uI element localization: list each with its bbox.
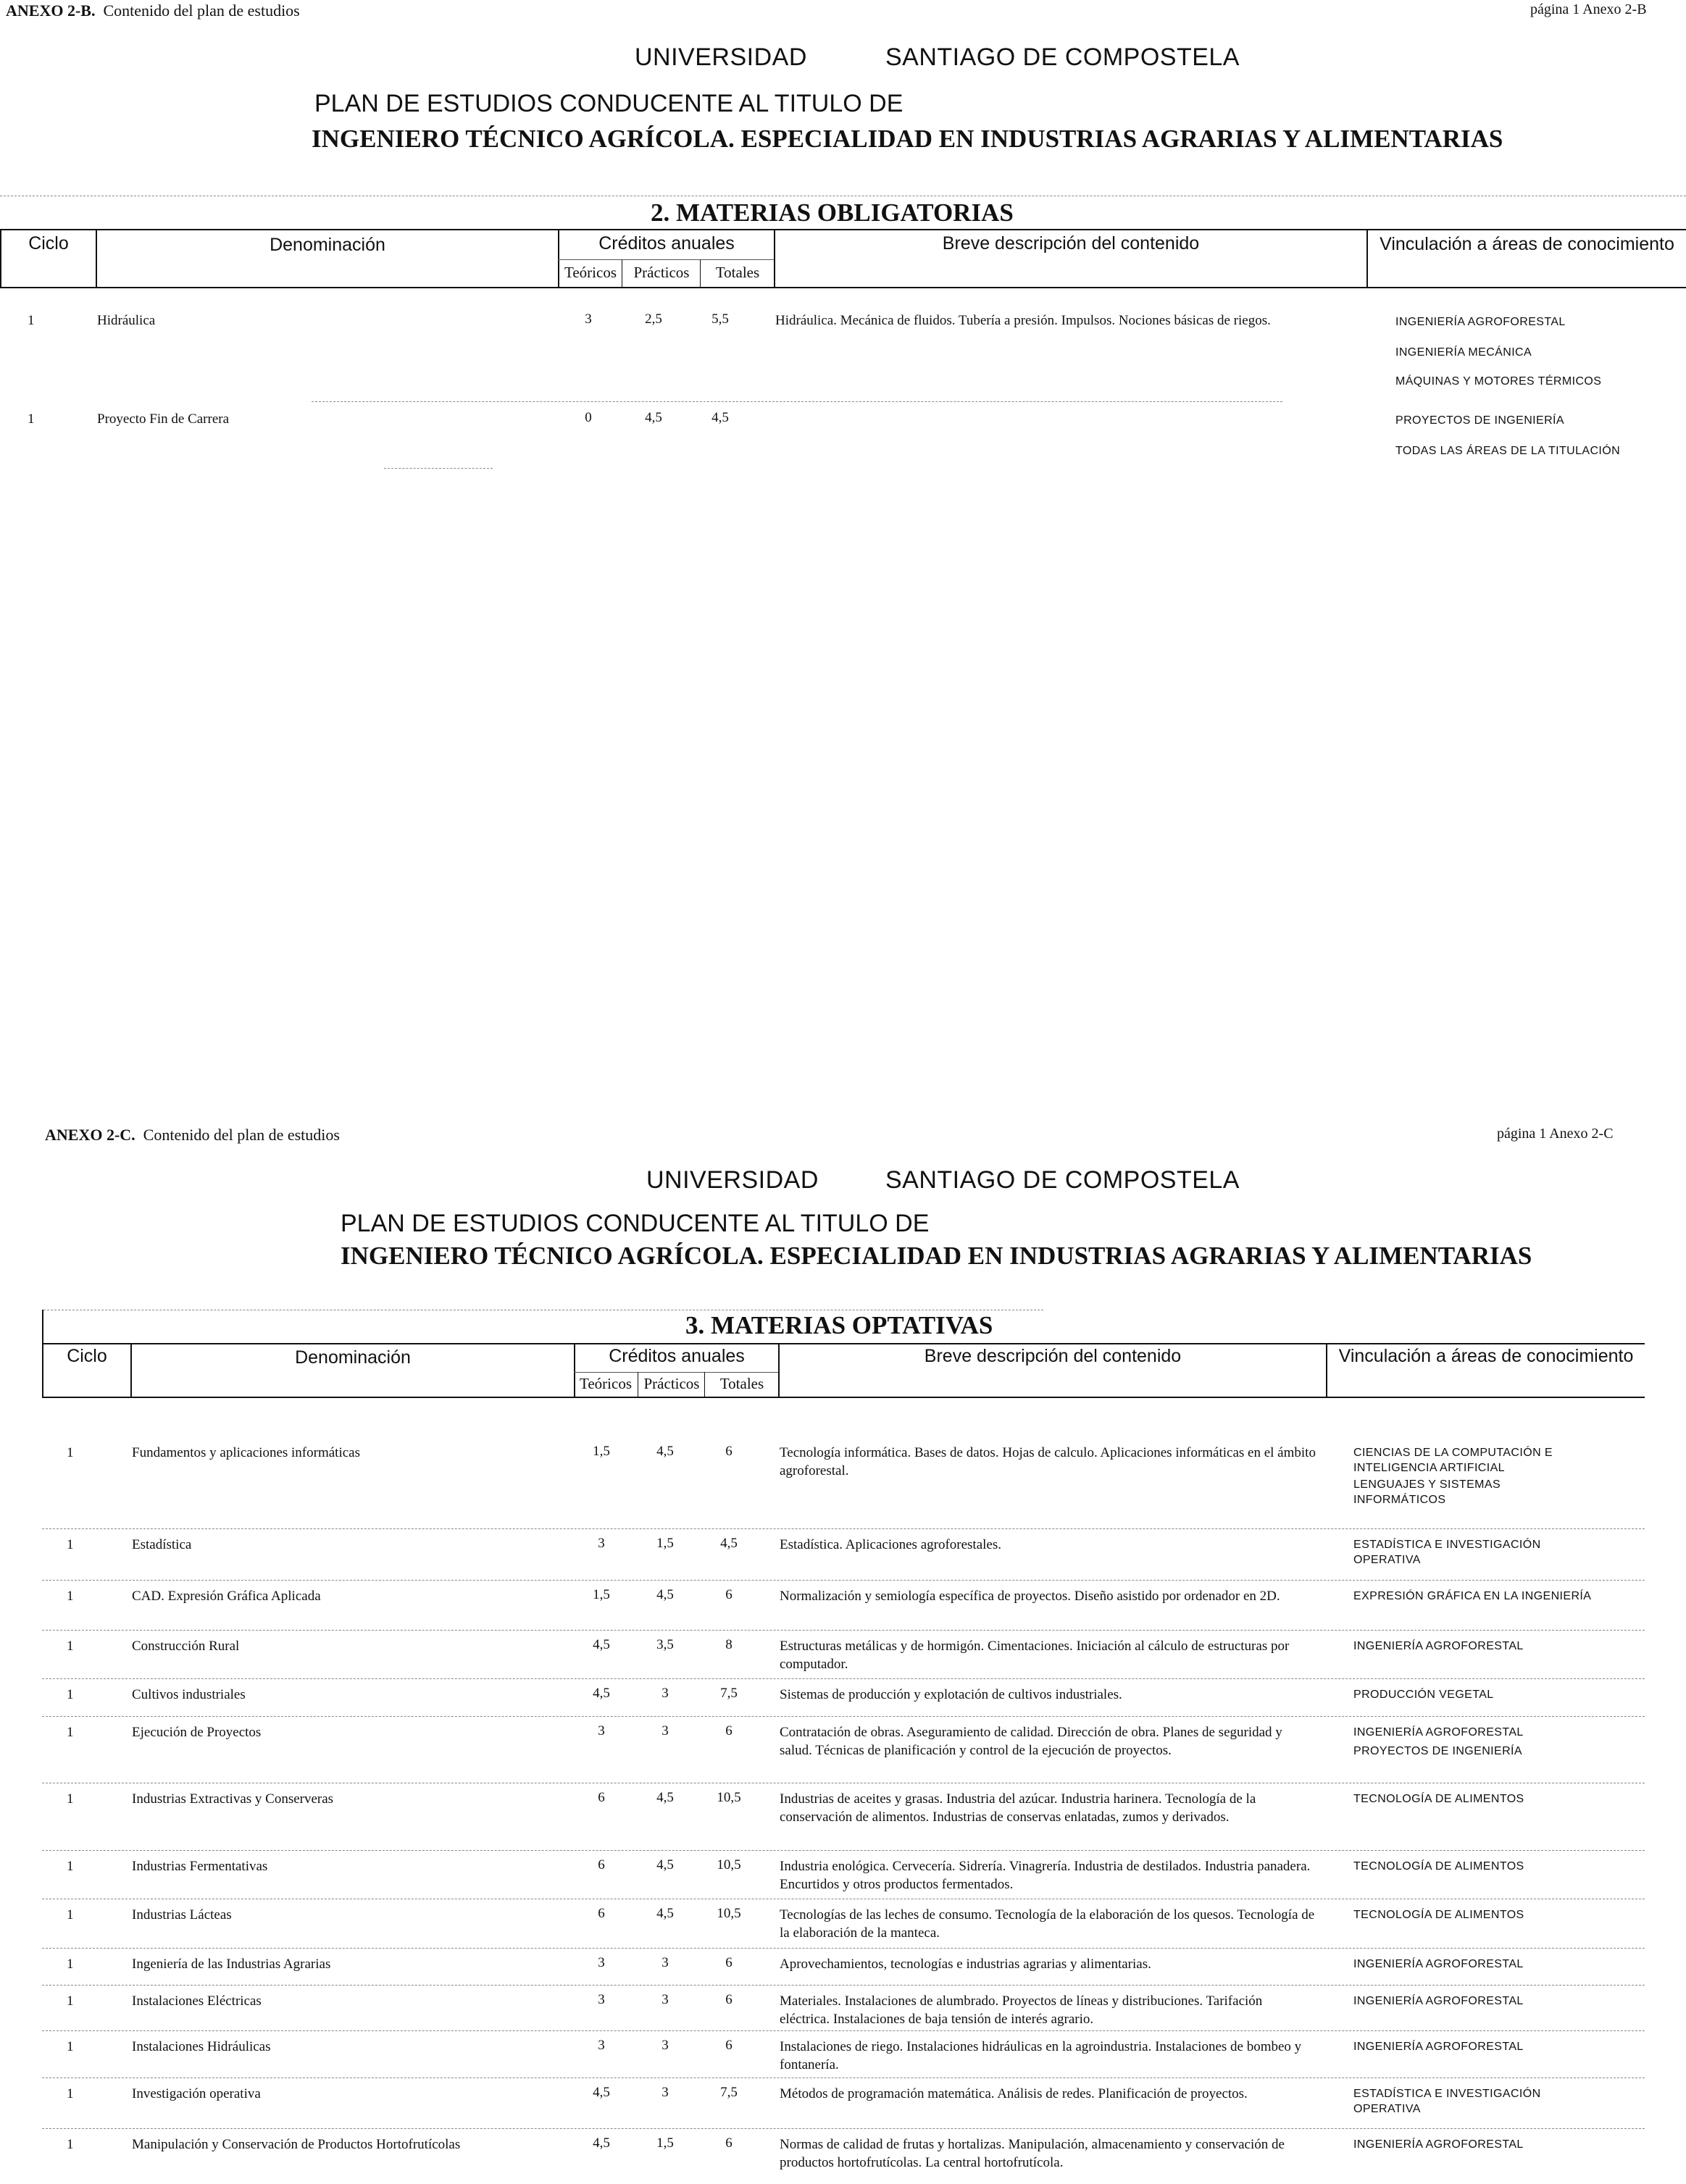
cell-totales: 5,5 — [711, 311, 729, 327]
plan-line: PLAN DE ESTUDIOS CONDUCENTE AL TITULO DE — [314, 90, 903, 117]
cell-teoricos: 0 — [585, 410, 592, 425]
cell-ciclo: 1 — [28, 313, 35, 328]
cell-ciclo: 1 — [67, 1725, 74, 1740]
cell-ciclo: 1 — [67, 1687, 74, 1702]
cell-descripcion: Industria enológica. Cervecería. Sidrería. Vinagrería. Industria de destilados. Industria panadera. Encurtidos y otros productos fermentados. — [780, 1859, 1311, 1892]
cell-totales: 10,5 — [717, 1857, 741, 1873]
cell-teoricos: 3 — [598, 2038, 605, 2053]
cell-practicos: 4,5 — [656, 1906, 674, 1921]
cell-denominacion: Investigación operativa — [132, 2086, 261, 2101]
cell-denominacion: Instalaciones Hidráulicas — [132, 2039, 271, 2054]
annex-label: ANEXO 2-B. — [6, 1, 96, 20]
cell-ciclo: 1 — [67, 1859, 74, 1874]
cell-area: INGENIERÍA AGROFORESTAL — [1353, 2041, 1524, 2053]
cell-practicos: 3 — [662, 2085, 669, 2100]
cell-totales: 4,5 — [711, 410, 729, 425]
cell-descripcion: Métodos de programación matemática. Análisis de redes. Planificación de proyectos. — [780, 2086, 1248, 2101]
header-ciclo: Ciclo — [28, 233, 69, 254]
cell-ciclo: 1 — [67, 1445, 74, 1460]
header-creditos: Créditos anuales — [609, 1346, 745, 1366]
header-totales: Totales — [715, 264, 760, 281]
cell-denominacion: Industrias Lácteas — [132, 1907, 232, 1922]
cell-area: ESTADÍSTICA E INVESTIGACIÓN OPERATIVA — [1353, 2088, 1541, 2115]
running-head — [45, 1126, 340, 1145]
cell-practicos: 3 — [662, 1686, 669, 1701]
cell-ciclo: 1 — [28, 411, 35, 427]
cell-denominacion: Fundamentos y aplicaciones informáticas — [132, 1445, 360, 1460]
cell-teoricos: 4,5 — [593, 2135, 610, 2151]
header-descripcion: Breve descripción del contenido — [924, 1346, 1182, 1366]
cell-ciclo: 1 — [67, 1957, 74, 1972]
header-practicos: Prácticos — [643, 1375, 700, 1392]
cell-denominacion: Ejecución de Proyectos — [132, 1725, 262, 1740]
cell-descripcion: Estadística. Aplicaciones agroforestales. — [780, 1537, 1002, 1552]
header-vinculacion: Vinculación a áreas de conocimiento — [1338, 1346, 1634, 1366]
cell-area: LENGUAJES Y SISTEMAS INFORMÁTICOS — [1353, 1478, 1501, 1506]
cell-denominacion: Industrias Fermentativas — [132, 1859, 268, 1874]
cell-totales: 4,5 — [720, 1536, 738, 1551]
cell-descripcion: Tecnologías de las leches de consumo. Tecnología de la elaboración de los quesos. Tecnología de la elaboración de la manteca. — [780, 1907, 1315, 1941]
cell-ciclo: 1 — [67, 1537, 74, 1552]
cell-area: EXPRESIÓN GRÁFICA EN LA INGENIERÍA — [1353, 1590, 1592, 1602]
degree-title: INGENIERO TÉCNICO AGRÍCOLA. ESPECIALIDAD EN INDUSTRIAS AGRARIAS Y ALIMENTARIAS — [312, 125, 1503, 153]
cell-area: INGENIERÍA AGROFORESTAL — [1353, 1726, 1524, 1739]
cell-totales: 6 — [725, 1587, 733, 1602]
cell-practicos: 4,5 — [656, 1790, 674, 1805]
cell-descripcion: Estructuras metálicas y de hormigón. Cimentaciones. Iniciación al cálculo de estructuras por computador. — [780, 1639, 1290, 1672]
cell-ciclo: 1 — [67, 1589, 74, 1604]
cell-practicos: 4,5 — [656, 1587, 674, 1602]
cell-area: CIENCIAS DE LA COMPUTACIÓN E INTELIGENCIA ARTIFICIAL — [1353, 1447, 1553, 1474]
header-totales: Totales — [719, 1375, 764, 1392]
cell-teoricos: 3 — [585, 311, 592, 327]
cell-area: PROYECTOS DE INGENIERÍA — [1353, 1745, 1522, 1757]
cell-denominacion: Estadística — [132, 1537, 192, 1552]
cell-totales: 6 — [725, 1723, 733, 1739]
cell-totales: 10,5 — [717, 1790, 741, 1805]
cell-practicos: 1,5 — [656, 1536, 674, 1551]
cell-practicos: 4,5 — [645, 410, 662, 425]
header-denominacion: Denominación — [295, 1347, 411, 1368]
cell-descripcion: Normas de calidad de frutas y hortalizas. Manipulación, almacenamiento y conservación de productos hortofrutícolas. La central hortofrutícola. — [780, 2137, 1285, 2170]
cell-denominacion: CAD. Expresión Gráfica Aplicada — [132, 1589, 321, 1604]
cell-teoricos: 6 — [598, 1857, 605, 1873]
cell-area: INGENIERÍA MECÁNICA — [1395, 346, 1532, 359]
cell-descripcion: Industrias de aceites y grasas. Industria del azúcar. Industria harinera. Tecnología de la conservación de alimentos. Industrias de conservas enlatadas, zumos y derivados. — [780, 1791, 1256, 1825]
degree-title: INGENIERO TÉCNICO AGRÍCOLA. ESPECIALIDAD EN INDUSTRIAS AGRARIAS Y ALIMENTARIAS — [341, 1242, 1532, 1270]
cell-area: INGENIERÍA AGROFORESTAL — [1353, 1995, 1524, 2007]
cell-totales: 6 — [725, 1444, 733, 1459]
cell-area: INGENIERÍA AGROFORESTAL — [1353, 1958, 1524, 1970]
cell-descripcion: Aprovechamientos, tecnologías e industrias agrarias y alimentarias. — [780, 1957, 1151, 1972]
section-title: 3. MATERIAS OPTATIVAS — [685, 1311, 993, 1339]
cell-practicos: 3 — [662, 2038, 669, 2053]
cell-totales: 6 — [725, 1955, 733, 1970]
cell-ciclo: 1 — [67, 1791, 74, 1807]
cell-area: PRODUCCIÓN VEGETAL — [1353, 1689, 1494, 1701]
cell-ciclo: 1 — [67, 1993, 74, 2009]
header-denominacion: Denominación — [270, 235, 385, 255]
header-descripcion: Breve descripción del contenido — [942, 233, 1200, 254]
cell-descripcion: Tecnología informática. Bases de datos. Hojas de calculo. Aplicaciones informáticas en el ámbito agroforestal. — [780, 1445, 1316, 1478]
university-name: SANTIAGO DE COMPOSTELA — [885, 1166, 1240, 1194]
annex-label: ANEXO 2-C. — [45, 1126, 135, 1144]
cell-teoricos: 1,5 — [593, 1444, 610, 1459]
cell-denominacion: Hidráulica — [97, 313, 156, 328]
cell-totales: 10,5 — [717, 1906, 741, 1921]
cell-teoricos: 3 — [598, 1536, 605, 1551]
cell-practicos: 4,5 — [656, 1857, 674, 1873]
cell-teoricos: 3 — [598, 1955, 605, 1970]
cell-teoricos: 3 — [598, 1992, 605, 2007]
cell-area: INGENIERÍA AGROFORESTAL — [1353, 1640, 1524, 1652]
cell-area: TECNOLOGÍA DE ALIMENTOS — [1353, 1793, 1524, 1805]
plan-line: PLAN DE ESTUDIOS CONDUCENTE AL TITULO DE — [341, 1210, 930, 1237]
cell-denominacion: Industrias Extractivas y Conserveras — [132, 1791, 334, 1807]
university-label: UNIVERSIDAD — [635, 43, 807, 71]
cell-area: TECNOLOGÍA DE ALIMENTOS — [1353, 1860, 1524, 1873]
cell-practicos: 4,5 — [656, 1444, 674, 1459]
cell-descripcion: Instalaciones de riego. Instalaciones hidráulicas en la agroindustria. Instalaciones de bombeo y fontanería. — [780, 2039, 1302, 2072]
cell-teoricos: 6 — [598, 1906, 605, 1921]
cell-denominacion: Construcción Rural — [132, 1639, 240, 1654]
cell-descripcion: Contratación de obras. Aseguramiento de calidad. Dirección de obra. Planes de seguridad y salud. Técnicas de planificación y control de la ejecución de proyectos. — [780, 1725, 1282, 1758]
cell-totales: 6 — [725, 2135, 733, 2151]
running-title: Contenido del plan de estudios — [103, 1, 300, 20]
cell-area: INGENIERÍA AGROFORESTAL — [1395, 316, 1566, 328]
cell-practicos: 3 — [662, 1723, 669, 1739]
header-teoricos: Teóricos — [579, 1375, 632, 1392]
cell-descripcion: Sistemas de producción y explotación de cultivos industriales. — [780, 1687, 1122, 1702]
cell-totales: 7,5 — [720, 2085, 738, 2100]
cell-practicos: 3 — [662, 1992, 669, 2007]
header-practicos: Prácticos — [633, 264, 690, 281]
cell-practicos: 3 — [662, 1955, 669, 1970]
cell-area: ESTADÍSTICA E INVESTIGACIÓN OPERATIVA — [1353, 1539, 1541, 1566]
cell-area: MÁQUINAS Y MOTORES TÉRMICOS — [1395, 375, 1602, 388]
header-vinculacion: Vinculación a áreas de conocimiento — [1380, 234, 1674, 254]
running-title: Contenido del plan de estudios — [143, 1126, 340, 1144]
cell-practicos: 2,5 — [645, 311, 662, 327]
cell-teoricos: 4,5 — [593, 1637, 610, 1652]
cell-descripcion: Materiales. Instalaciones de alumbrado. Proyectos de líneas y distribuciones. Tarifación eléctrica. Instalaciones de baja tensión de interés agrario. — [780, 1993, 1263, 2027]
header-creditos: Créditos anuales — [598, 233, 735, 254]
cell-practicos: 1,5 — [656, 2135, 674, 2151]
page-number: página 1 Anexo 2-B — [1530, 1, 1647, 17]
cell-teoricos: 4,5 — [593, 1686, 610, 1701]
running-head — [6, 1, 300, 20]
header-teoricos: Teóricos — [564, 264, 617, 281]
cell-totales: 6 — [725, 1992, 733, 2007]
cell-teoricos: 4,5 — [593, 2085, 610, 2100]
cell-teoricos: 6 — [598, 1790, 605, 1805]
cell-denominacion: Proyecto Fin de Carrera — [97, 411, 230, 427]
cell-ciclo: 1 — [67, 2086, 74, 2101]
cell-area: TECNOLOGÍA DE ALIMENTOS — [1353, 1909, 1524, 1921]
university-name: SANTIAGO DE COMPOSTELA — [885, 43, 1240, 71]
page-number: página 1 Anexo 2-C — [1497, 1126, 1614, 1142]
cell-teoricos: 3 — [598, 1723, 605, 1739]
cell-teoricos: 1,5 — [593, 1587, 610, 1602]
cell-denominacion: Manipulación y Conservación de Productos Hortofrutícolas — [132, 2137, 461, 2152]
cell-ciclo: 1 — [67, 2137, 74, 2152]
cell-descripcion: Normalización y semiología específica de proyectos. Diseño asistido por ordenador en 2D. — [780, 1589, 1280, 1604]
header-ciclo: Ciclo — [67, 1346, 107, 1366]
cell-ciclo: 1 — [67, 2039, 74, 2054]
cell-practicos: 3,5 — [656, 1637, 674, 1652]
cell-area: INGENIERÍA AGROFORESTAL — [1353, 2138, 1524, 2151]
cell-totales: 7,5 — [720, 1686, 738, 1701]
cell-area: PROYECTOS DE INGENIERÍA — [1395, 414, 1564, 427]
cell-descripcion: Hidráulica. Mecánica de fluidos. Tubería a presión. Impulsos. Nociones básicas de riegos. — [775, 313, 1271, 328]
cell-ciclo: 1 — [67, 1639, 74, 1654]
section-title: 2. MATERIAS OBLIGATORIAS — [651, 198, 1014, 227]
cell-denominacion: Cultivos industriales — [132, 1687, 246, 1702]
cell-denominacion: Instalaciones Eléctricas — [132, 1993, 262, 2009]
cell-totales: 8 — [725, 1637, 733, 1652]
university-label: UNIVERSIDAD — [646, 1166, 819, 1194]
cell-ciclo: 1 — [67, 1907, 74, 1922]
cell-totales: 6 — [725, 2038, 733, 2053]
cell-area: TODAS LAS ÁREAS DE LA TITULACIÓN — [1395, 445, 1621, 457]
cell-denominacion: Ingeniería de las Industrias Agrarias — [132, 1957, 331, 1972]
